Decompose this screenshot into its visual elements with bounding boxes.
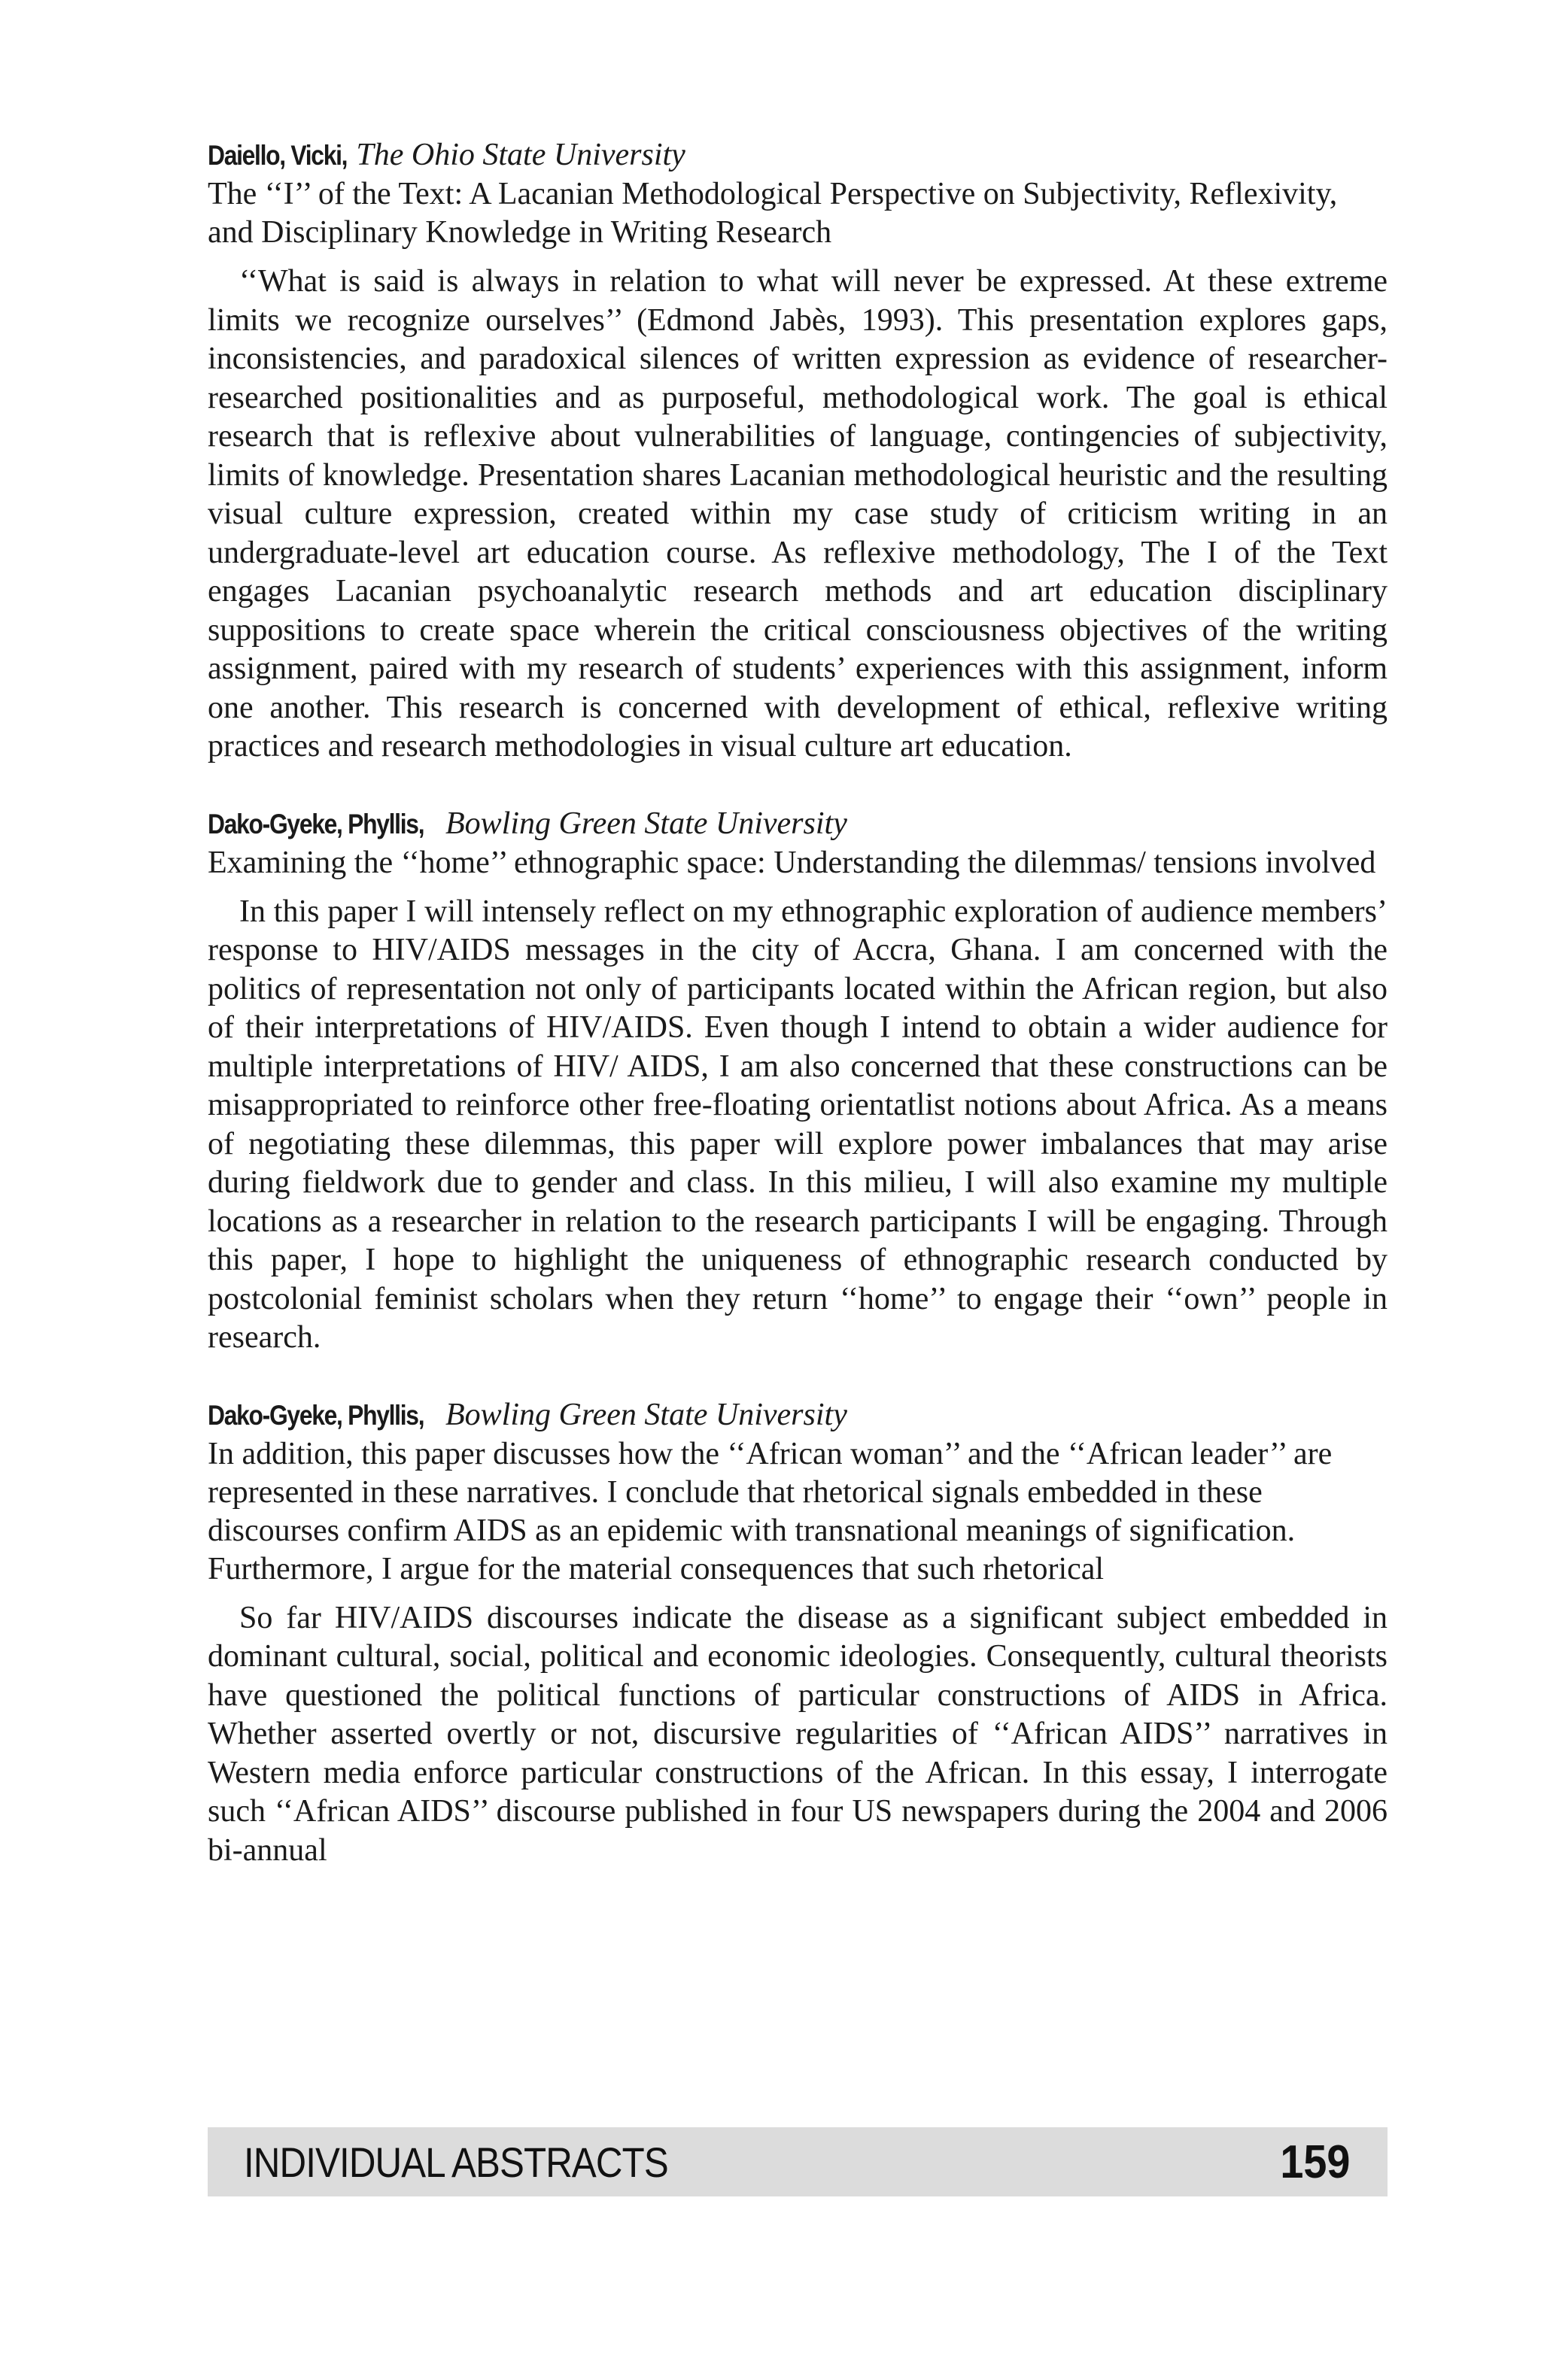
abstract-title: In addition, this paper discusses how the ‘‘African woman’’ and the ‘‘African leader’’ are represented in these narratives. I conclude that rhetorical signals embedded in these discourses confirm AIDS as an epidemic with transnational meanings of signification. Furthermore, I argue for the material consequences that such rhetorical [208,1436,1333,1586]
author-name: Dako-Gyeke, Phyllis, [208,1399,424,1431]
page-number: 159 [1279,2136,1350,2188]
author-affiliation: Bowling Green State University [445,1397,847,1432]
abstract-body: ‘‘What is said is always in relation to what will never be expressed. At these extreme limits we recognize ourselves’’ (Edmond Jabès, 1993). This presentation explores gaps, inconsistencies, and paradoxical silences of written expression as evidence of researcher-researched positionalities and as purposeful, methodological work. The goal is ethical research that is reflexive about vulnerabilities of language, contingencies of subjectivity, limits of knowledge. Presentation shares Lacanian methodological heuristic and the resulting visual culture expression, created within my case study of criticism writing in an undergraduate-level art education course. As reflexive methodology, The I of the Text engages Lacanian psychoanalytic research methods and art education disciplinary suppositions to create space wherein the critical consciousness objectives of the writing assignment, paired with my research of students’ experiences with this assignment, inform one another. This research is concerned with development of ethical, reflexive writing practices and research methodologies in visual culture art education. [208,264,1388,763]
abstract-entry [208,804,1388,1358]
page-footer [208,2127,1388,2196]
abstract-byline [208,1395,1388,1435]
abstract-byline [208,804,1388,844]
author-affiliation: The Ohio State University [356,138,685,172]
abstract-entry [208,1395,1388,1871]
abstract-entry [208,135,1388,767]
author-name: Daiello, Vicki, [208,140,348,171]
abstract-title: The ‘‘I’’ of the Text: A Lacanian Methodological Perspective on Subjectivity, Reflexivity, and Disciplinary Knowledge in Writing Research [208,177,1338,250]
abstract-body: In this paper I will intensely reflect on my ethnographic exploration of audience members’ response to HIV/AIDS messages in the city of Accra, Ghana. I am concerned with the politics of representation not only of participants located within the African region, but also of their interpretations of HIV/AIDS. Even though I intend to obtain a wider audience for multiple interpretations of HIV/ AIDS, I am also concerned that these constructions can be misappropriated to reinforce other free-floating orientatlist notions about Africa. As a means of negotiating these dilemmas, this paper will explore power imbalances that may arise during fieldwork due to gender and class. In this milieu, I will also examine my multiple locations as a researcher in relation to the research participants I will be engaging. Through this paper, I hope to highlight the uniqueness of ethnographic research conducted by postcolonial feminist scholars when they return ‘‘home’’ to engage their ‘‘own’’ people in research. [208,894,1388,1355]
author-name: Dako-Gyeke, Phyllis, [208,808,424,839]
abstract-byline [208,135,1388,175]
abstract-body: So far HIV/AIDS discourses indicate the disease as a significant subject embedded in dominant cultural, social, political and economic ideologies. Consequently, cultural theorists have questioned the political functions of particular constructions of AIDS in Africa. Whether asserted overtly or not, discursive regularities of ‘‘African AIDS’’ narratives in Western media enforce particular constructions of the African. In this essay, I interrogate such ‘‘African AIDS’’ discourse published in four US newspapers during the 2004 and 2006 bi-annual [208,1600,1388,1868]
abstracts-column [208,135,1388,1908]
section-label: INDIVIDUAL ABSTRACTS [244,2138,668,2186]
abstract-title: Examining the ‘‘home’’ ethnographic space: Understanding the dilemmas/ tensions involved [208,845,1376,880]
author-affiliation: Bowling Green State University [445,806,847,841]
